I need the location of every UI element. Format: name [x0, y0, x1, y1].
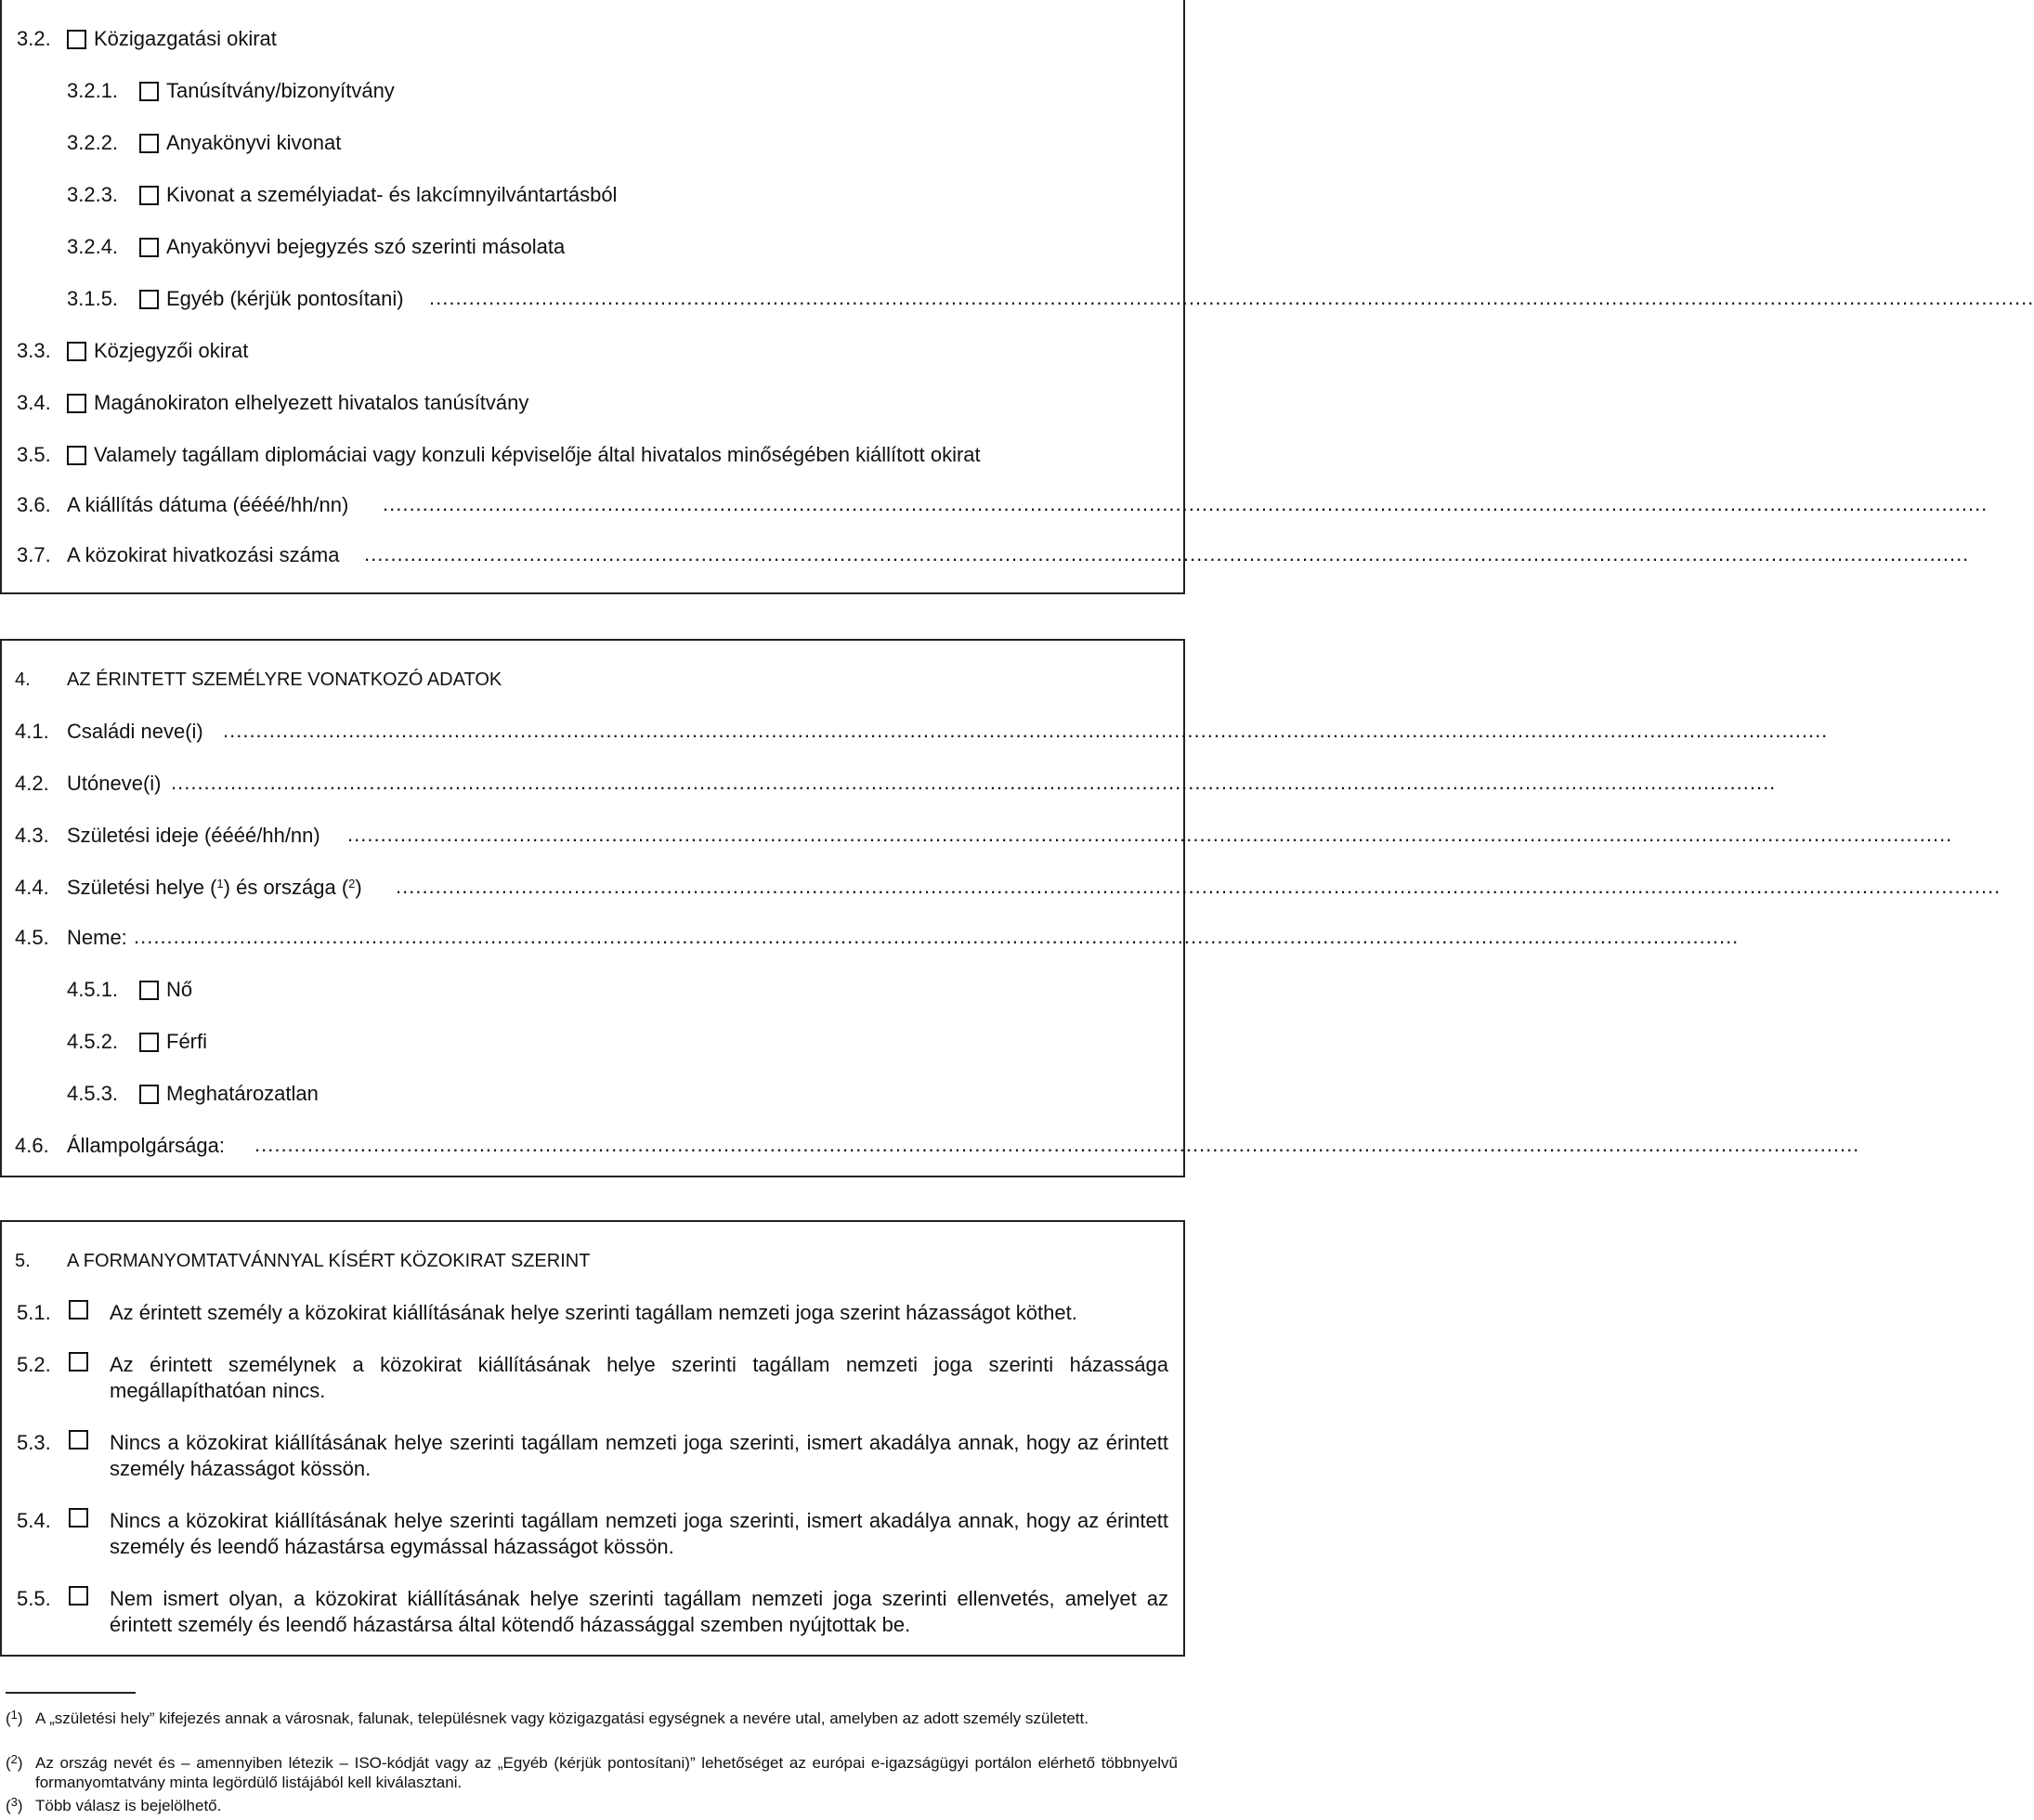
item-number: 3.2.1. — [67, 79, 119, 102]
item-number: 3.1.5. — [67, 287, 119, 310]
checkbox-undetermined[interactable] — [139, 1085, 159, 1104]
checkbox-3-2[interactable] — [67, 30, 86, 49]
item-number: 3.4. — [17, 391, 51, 414]
checkbox-5-3[interactable] — [69, 1430, 88, 1450]
item-number: 4.3. — [15, 824, 49, 847]
item-number: 5.2. — [17, 1353, 51, 1376]
footnote-ref: 2 — [348, 877, 356, 890]
fill-in-line[interactable]: ................................................................................................................................................................................................................................................... — [396, 875, 2001, 898]
item-number: 3.5. — [17, 443, 51, 466]
item-number: 4.5.1. — [67, 978, 119, 1001]
item-3-2-1 — [67, 78, 395, 104]
item-number: 5.1. — [17, 1301, 51, 1324]
checkbox-3-2-1[interactable] — [139, 82, 159, 101]
checkbox-female[interactable] — [139, 981, 159, 1000]
item-3-2-2 — [67, 130, 341, 156]
fill-in-line[interactable]: ................................................................................................................................................................................................................................................... — [364, 542, 1970, 566]
item-label: Állampolgársága: — [67, 1134, 225, 1157]
section-3-box — [0, 0, 2034, 594]
checkbox-3-2-4[interactable] — [139, 238, 159, 257]
item-3-4 — [17, 390, 528, 416]
item-4-5-2 — [67, 1029, 207, 1055]
item-3-1-5 — [67, 286, 404, 312]
item-4-2 — [15, 771, 161, 797]
fill-in-line[interactable]: ................................................................................................................................................................................................................................................... — [223, 719, 1829, 742]
item-label: Anyakönyvi kivonat — [166, 131, 342, 154]
item-4-3 — [15, 823, 320, 849]
footnote-mark: ($^2$) — [6, 1752, 23, 1772]
footnote-mark: ($^1$) — [6, 1708, 23, 1727]
section-4-heading — [15, 667, 502, 693]
checkbox-5-2[interactable] — [69, 1352, 88, 1372]
fill-in-line[interactable]: ................................................................................................................................................................................................................................................... — [134, 925, 1740, 948]
checkbox-3-2-2[interactable] — [139, 134, 159, 153]
heading-text: A FORMANYOMTATVÁNNYAL KÍSÉRT KÖZOKIRAT SZERINT — [67, 1251, 591, 1271]
item-3-6 — [17, 492, 348, 518]
item-label: A kiállítás dátuma (éééé/hh/nn) — [67, 493, 349, 516]
footnote-1 — [6, 1709, 1178, 1748]
checkbox-5-5[interactable] — [69, 1586, 88, 1606]
item-5-4-text: Nincs a közokirat kiállításának helye szerinti tagállam nemzeti joga szerinti, ismert akadálya annak, hogy az érintett személy és leendő házastársa egymással házasságot kössön. — [110, 1509, 1168, 1558]
item-label: Családi neve(i) — [67, 720, 203, 743]
item-number: 4.2. — [15, 772, 49, 795]
fill-in-line[interactable]: ................................................................................................................................................................................................................................................... — [429, 286, 2034, 309]
checkbox-5-4[interactable] — [69, 1508, 88, 1528]
checkbox-male[interactable] — [139, 1033, 159, 1052]
item-3-2 — [17, 26, 277, 52]
heading-text: AZ ÉRINTETT SZEMÉLYRE VONATKOZÓ ADATOK — [67, 670, 502, 690]
item-number: 5.4. — [17, 1509, 51, 1532]
checkbox-5-1[interactable] — [69, 1300, 88, 1320]
item-label: Kivonat a személyiadat- és lakcímnyilvántartásból — [166, 183, 618, 206]
item-5-2-text: Az érintett személynek a közokirat kiállításának helye szerinti tagállam nemzeti joga szerinti házassága megállapíthatóan nincs. — [110, 1353, 1168, 1402]
item-number: 5.5. — [17, 1587, 51, 1610]
checkbox-3-2-3[interactable] — [139, 186, 159, 205]
item-3-2-3 — [67, 182, 617, 208]
footnote-3 — [6, 1796, 1178, 1815]
item-4-5-3 — [67, 1081, 319, 1107]
item-label: Neme: — [67, 926, 127, 949]
item-number: 3.7. — [17, 543, 51, 566]
item-label: Valamely tagállam diplomáciai vagy konzuli képviselője által hivatalos minőségében kiállított okirat — [94, 443, 981, 466]
item-label: Születési ideje (éééé/hh/nn) — [67, 824, 320, 847]
footnote-text: A „születési hely” kifejezés annak a városnak, falunak, településnek vagy közigazgatási egységnek a nevére utal, amelyben az adott személy született. — [35, 1710, 1089, 1727]
fill-in-line[interactable]: ................................................................................................................................................................................................................................................... — [254, 1133, 1860, 1156]
item-label: Meghatározatlan — [166, 1082, 319, 1105]
item-number: 3.2. — [17, 27, 51, 50]
heading-number: 5. — [15, 1251, 31, 1271]
footnote-text: Az ország nevét és – amennyiben létezik – ISO-kódját vagy az „Egyéb (kérjük pontosítani)” lehetőséget az európai e-igazságügyi portálon elérhető többnyelvű formanyomtatvány minta legördülő listájából kell kiválasztani. — [35, 1754, 1178, 1791]
item-3-2-4 — [67, 234, 565, 260]
item-number: 4.4. — [15, 876, 49, 899]
item-3-5 — [17, 442, 981, 468]
item-number: 4.5.3. — [67, 1082, 119, 1105]
item-label: Magánokiraton elhelyezett hivatalos tanúsítvány — [94, 391, 529, 414]
item-number: 4.5.2. — [67, 1030, 119, 1053]
checkbox-3-1-5[interactable] — [139, 290, 159, 309]
item-label: A közokirat hivatkozási száma — [67, 543, 340, 566]
item-label: Egyéb (kérjük pontosítani) — [166, 287, 404, 310]
item-5-5-text: Nem ismert olyan, a közokirat kiállításának helye szerinti tagállam nemzeti joga szerinti ellenvetés, amelyet az érintett személy és leendő házastársa által kötendő házassággal szemben nyújtottak be. — [110, 1587, 1168, 1636]
checkbox-3-5[interactable] — [67, 446, 86, 465]
checkbox-3-4[interactable] — [67, 394, 86, 413]
section-5-heading — [15, 1248, 590, 1274]
item-4-5 — [15, 925, 127, 951]
footnote-separator — [6, 1692, 136, 1694]
item-label: Születési helye ($^1$) és országa ($^2$) — [67, 876, 362, 899]
item-number: 3.3. — [17, 339, 51, 362]
footnote-mark: ($^3$) — [6, 1795, 23, 1814]
item-number: 4.5. — [15, 926, 49, 949]
item-number: 4.6. — [15, 1134, 49, 1157]
item-label: Utóneve(i) — [67, 772, 162, 795]
item-label: Közigazgatási okirat — [94, 27, 277, 50]
item-3-7 — [17, 542, 339, 568]
item-number: 3.2.4. — [67, 235, 119, 258]
fill-in-line[interactable]: ................................................................................................................................................................................................................................................... — [383, 492, 1988, 515]
item-label: Férfi — [166, 1030, 207, 1053]
checkbox-3-3[interactable] — [67, 342, 86, 361]
item-label: Tanúsítvány/bizonyítvány — [166, 79, 395, 102]
item-number: 3.2.3. — [67, 183, 119, 206]
item-number: 5.3. — [17, 1431, 51, 1454]
item-4-6 — [15, 1133, 225, 1159]
heading-number: 4. — [15, 670, 31, 690]
item-label: Közjegyzői okirat — [94, 339, 249, 362]
section-5-box — [0, 1220, 1185, 1657]
item-number: 4.1. — [15, 720, 49, 743]
fill-in-line[interactable]: ................................................................................................................................................................................................................................................... — [347, 823, 1953, 846]
item-4-5-1 — [67, 977, 192, 1003]
footnote-2 — [6, 1753, 1178, 1792]
item-4-4 — [15, 875, 362, 901]
item-label: Nő — [166, 978, 193, 1001]
fill-in-line[interactable]: ................................................................................................................................................................................................................................................... — [171, 771, 1777, 794]
footnote-text: Több válasz is bejelölhető. — [35, 1797, 222, 1814]
item-3-3 — [17, 338, 248, 364]
item-4-1 — [15, 719, 203, 745]
item-5-1-text: Az érintett személy a közokirat kiállításának helye szerinti tagállam nemzeti joga szerint házasságot köthet. — [110, 1301, 1077, 1324]
item-label: Anyakönyvi bejegyzés szó szerinti másolata — [166, 235, 566, 258]
item-number: 3.6. — [17, 493, 51, 516]
item-number: 3.2.2. — [67, 131, 119, 154]
section-4-box — [0, 639, 2001, 1177]
item-5-3-text: Nincs a közokirat kiállításának helye szerinti tagállam nemzeti joga szerinti, ismert akadálya annak, hogy az érintett személy házasságot kössön. — [110, 1431, 1168, 1480]
footnote-ref: 1 — [216, 877, 224, 890]
